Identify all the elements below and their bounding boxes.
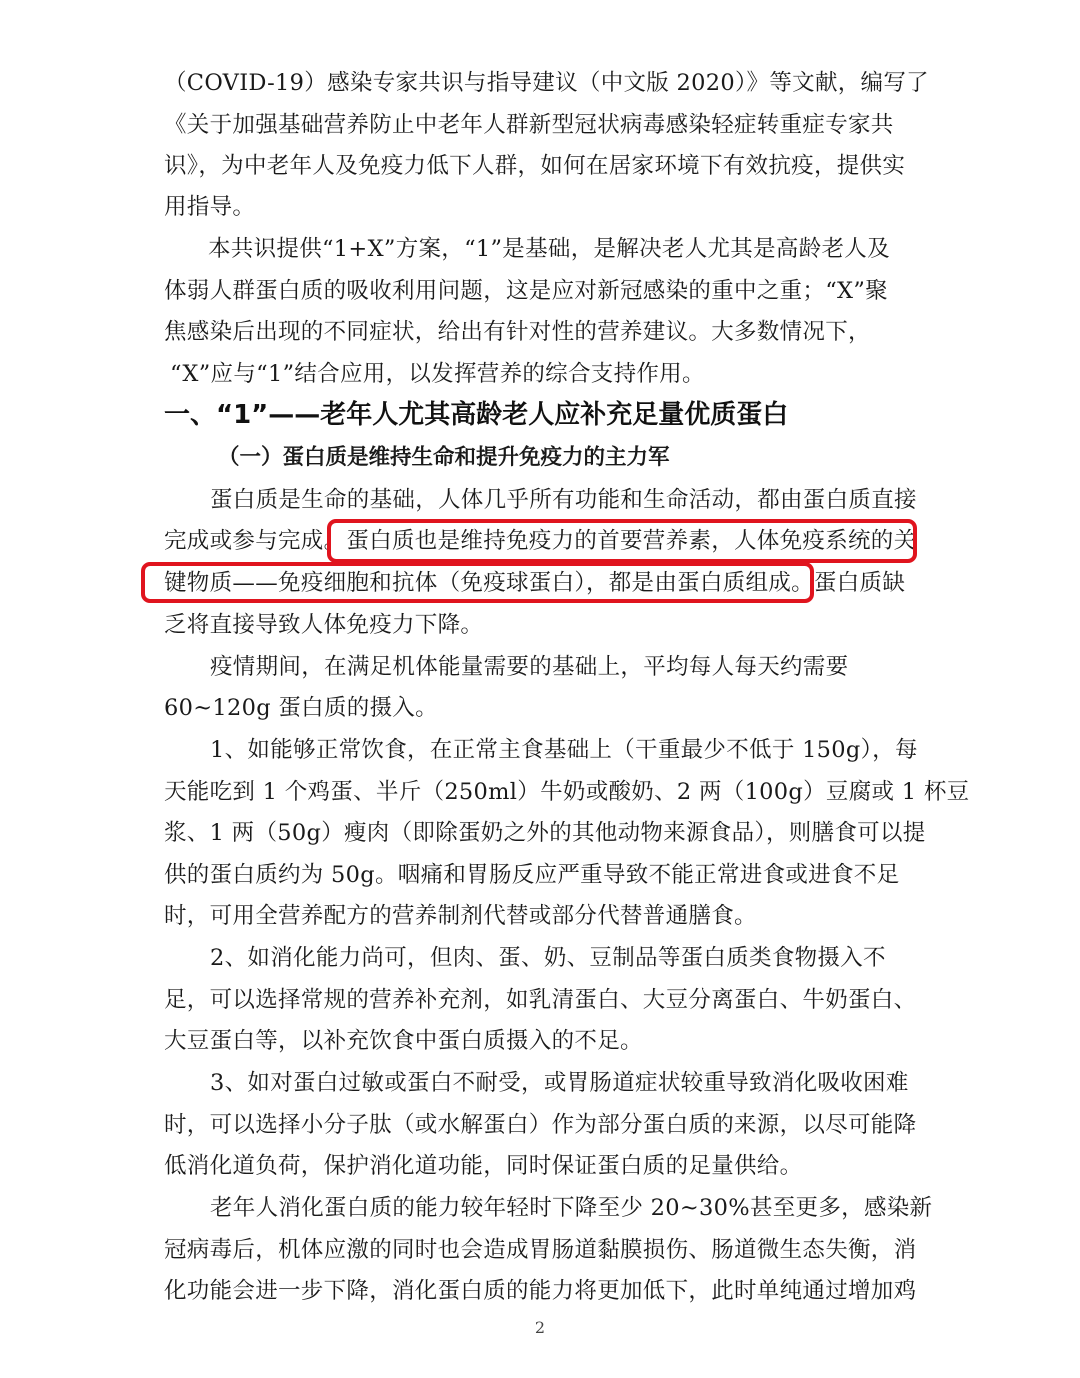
text-line: 完成或参与完成。蛋白质也是维持免疫力的首要营养素，人体免疫系统的关 [164,528,917,554]
text-line: 焦感染后出现的不同症状，给出有针对性的营养建议。大多数情况下， [164,319,871,345]
text-line: 60~120g 蛋白质的摄入。 [164,695,438,721]
text-line: （COVID-19）感染专家共识与指导建议（中文版 2020）》等文献，编写了 [164,70,929,96]
text-line: 1、如能够正常饮食，在正常主食基础上（干重最少不低于 150g），每 [210,737,918,763]
text-line: 体弱人群蛋白质的吸收利用问题，这是应对新冠感染的重中之重；“X”聚 [164,278,888,304]
text-line: 用指导。 [164,194,256,220]
text-line: 供的蛋白质约为 50g。咽痛和胃肠反应严重导致不能正常进食或进食不足 [164,862,900,888]
text-line: 时，可以选择小分子肽（或水解蛋白）作为部分蛋白质的来源，以尽可能降 [164,1112,917,1138]
text-line: 化功能会进一步下降，消化蛋白质的能力将更加低下，此时单纯通过增加鸡 [164,1278,917,1304]
text-line: 本共识提供“1+X”方案，“1”是基础，是解决老人尤其是高龄老人及 [208,236,890,262]
text-line: 冠病毒后，机体应激的同时也会造成胃肠道黏膜损伤、肠道微生态失衡，消 [164,1237,917,1263]
section-heading: 一、“1”——老年人尤其高龄老人应补充足量优质蛋白 [164,400,789,430]
text-line: 蛋白质是生命的基础，人体几乎所有功能和生命活动，都由蛋白质直接 [210,487,917,513]
text-line: 3、如对蛋白过敏或蛋白不耐受，或胃肠道症状较重导致消化吸收困难 [210,1070,909,1096]
text-line: 浆、1 两（50g）瘦肉（即除蛋奶之外的其他动物来源食品），则膳食可以提 [164,820,926,846]
text-line: 天能吃到 1 个鸡蛋、半斤（250ml）牛奶或酸奶、2 两（100g）豆腐或 1 杯豆 [164,779,970,805]
text-line: 2、如消化能力尚可，但肉、蛋、奶、豆制品等蛋白质类食物摄入不 [210,945,886,971]
subsection-heading: （一）蛋白质是维持生命和提升免疫力的主力军 [218,445,670,470]
text-line: 老年人消化蛋白质的能力较年轻时下降至少 20~30%甚至更多，感染新 [210,1195,933,1221]
text-line: 大豆蛋白等，以补充饮食中蛋白质摄入的不足。 [164,1028,643,1054]
text-line: 识》，为中老年人及免疫力低下人群，如何在居家环境下有效抗疫，提供实 [164,153,906,179]
text-line: 键物质——免疫细胞和抗体（免疫球蛋白），都是由蛋白质组成。蛋白质缺 [164,570,906,596]
text-line: 《关于加强基础营养防止中老年人群新型冠状病毒感染轻症转重症专家共 [164,112,894,138]
text-line: 乏将直接导致人体免疫力下降。 [164,612,484,638]
text-line: 足，可以选择常规的营养补充剂，如乳清蛋白、大豆分离蛋白、牛奶蛋白、 [164,987,917,1013]
text-line: “X”应与“1”结合应用，以发挥营养的综合支持作用。 [170,361,705,387]
text-line: 低消化道负荷，保护消化道功能，同时保证蛋白质的足量供给。 [164,1153,803,1179]
text-line: 时，可用全营养配方的营养制剂代替或部分代替普通膳食。 [164,903,757,929]
text-line: 疫情期间，在满足机体能量需要的基础上，平均每人每天约需要 [210,654,849,680]
page-number: 2 [534,1318,546,1337]
